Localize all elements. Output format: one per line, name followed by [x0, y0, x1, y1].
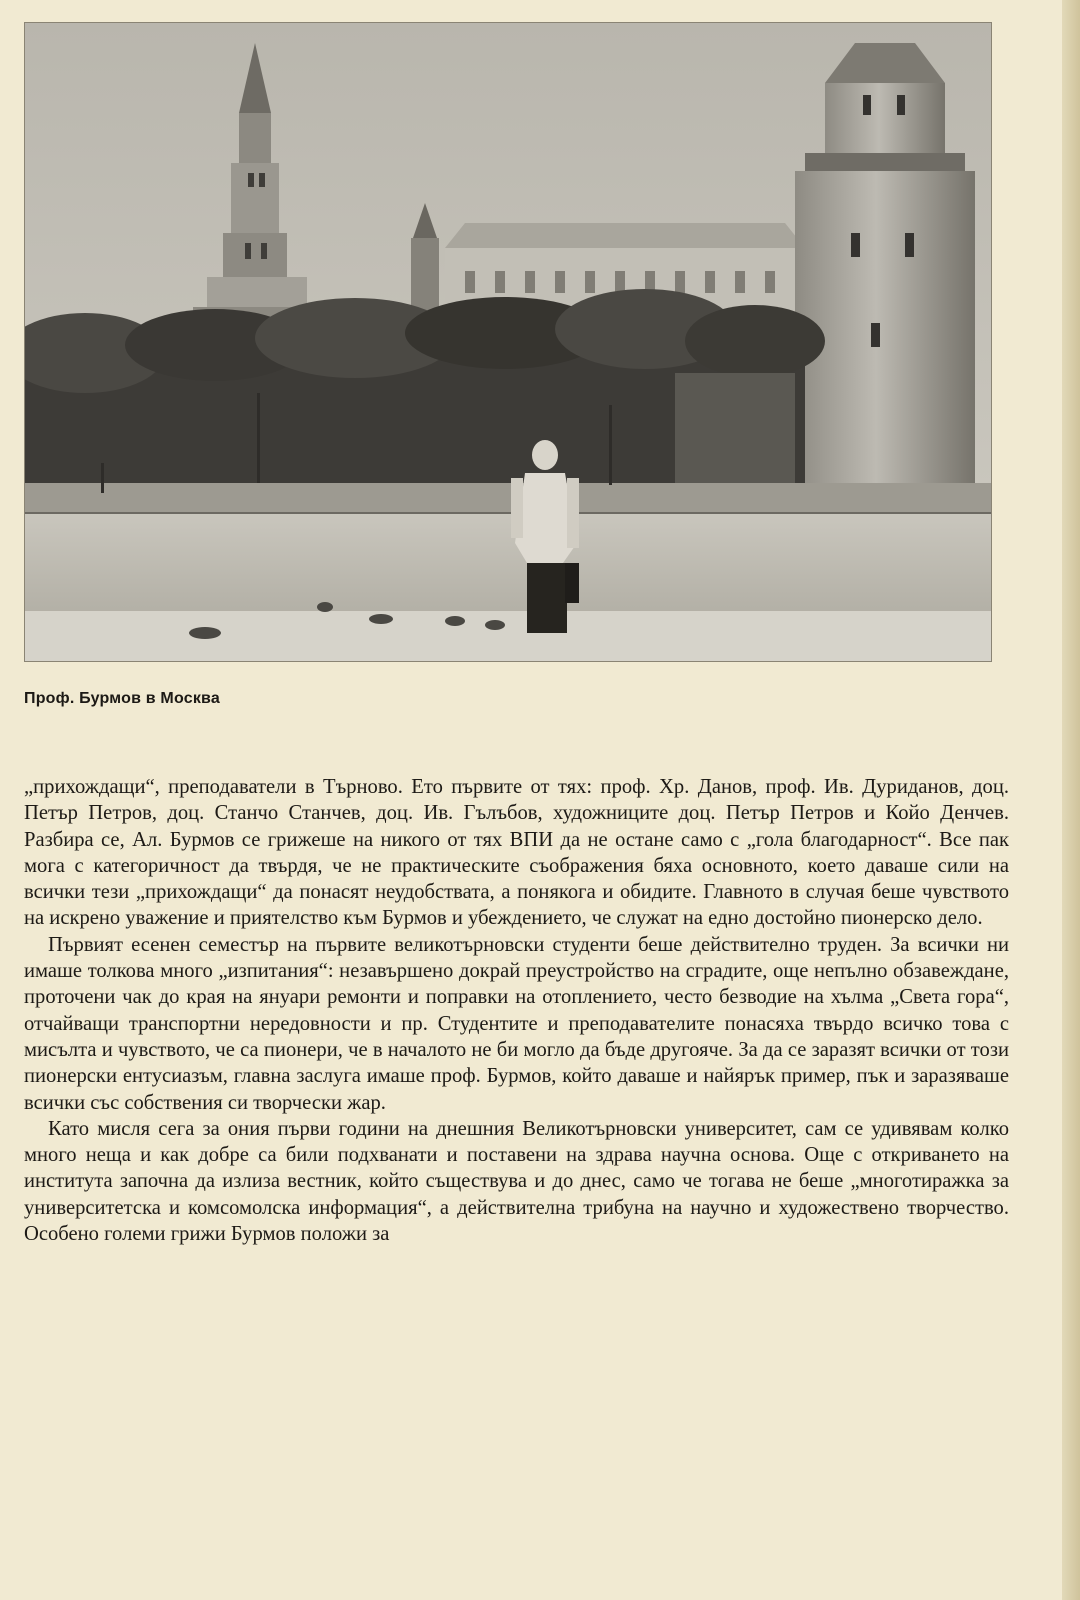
photo-illustration: [25, 23, 991, 661]
kremlin-photo: [24, 22, 992, 662]
paragraph-3: Като мисля сега за ония първи години на днешния Великотърновски университет, сам се удивявам колко много неща и как добре са били подхванати и поставени на здрава научна основа. Още с откриването на института започна да излиза вестник, който съществува и до днес, само че тогава не беше „многотиражка за университетска и комсомолска информация“, а действителна трибуна на научно и художествено творчество. Особено големи грижи Бурмов положи за: [24, 1117, 1009, 1246]
embankment: [25, 483, 991, 661]
article-body: [24, 774, 1009, 1247]
photo-caption: Проф. Бурмов в Москва: [24, 690, 220, 707]
paragraph-1: „прихождащи“, преподаватели в Търново. Ето първите от тях: проф. Хр. Данов, проф. Ив. Дуриданов, доц. Петър Петров, доц. Станчо Станчев, доц. Ив. Гълъбов, художниците доц. Петър Петров и Койо Денчев. Разбира се, Ал. Бурмов се грижеше на никого от тях ВПИ да не остане само с „гола благодарност“. Все пак мога с категоричност да твърдя, че не практическите съображения бяха основното, което даваше сили на всички тези „прихождащи“ да понасят неудобствата, а понякога и обидите. Главното в случая беше чувството на искрено уважение и приятелство към Бурмов и убеждението, че служат на едно достойно пионерско дело.: [24, 776, 1009, 930]
page-edge-shadow: [1062, 0, 1080, 1600]
paragraph-2: Първият есенен семестър на първите великотърновски студенти беше действително труден. За всички ни имаше толкова много „изпитания“: незавършено докрай преустройство на сградите, още непълно обзавеждане, проточени чак до края на януари ремонти и поправки на отоплението, често безводие на хълма „Света гора“, отчайващи транспортни нередовности и пр. Студентите и преподавателите понасяха твърдо всичко това с мисълта и чувството, че са пионери, че в началото не би могло да бъде другояче. За да се заразят всички от този пионерски ентусиазъм, главна заслуга имаше проф. Бурмов, който даваше и найярък пример, пък и заразяваше всички със собствения си творчески жар.: [24, 933, 1009, 1114]
